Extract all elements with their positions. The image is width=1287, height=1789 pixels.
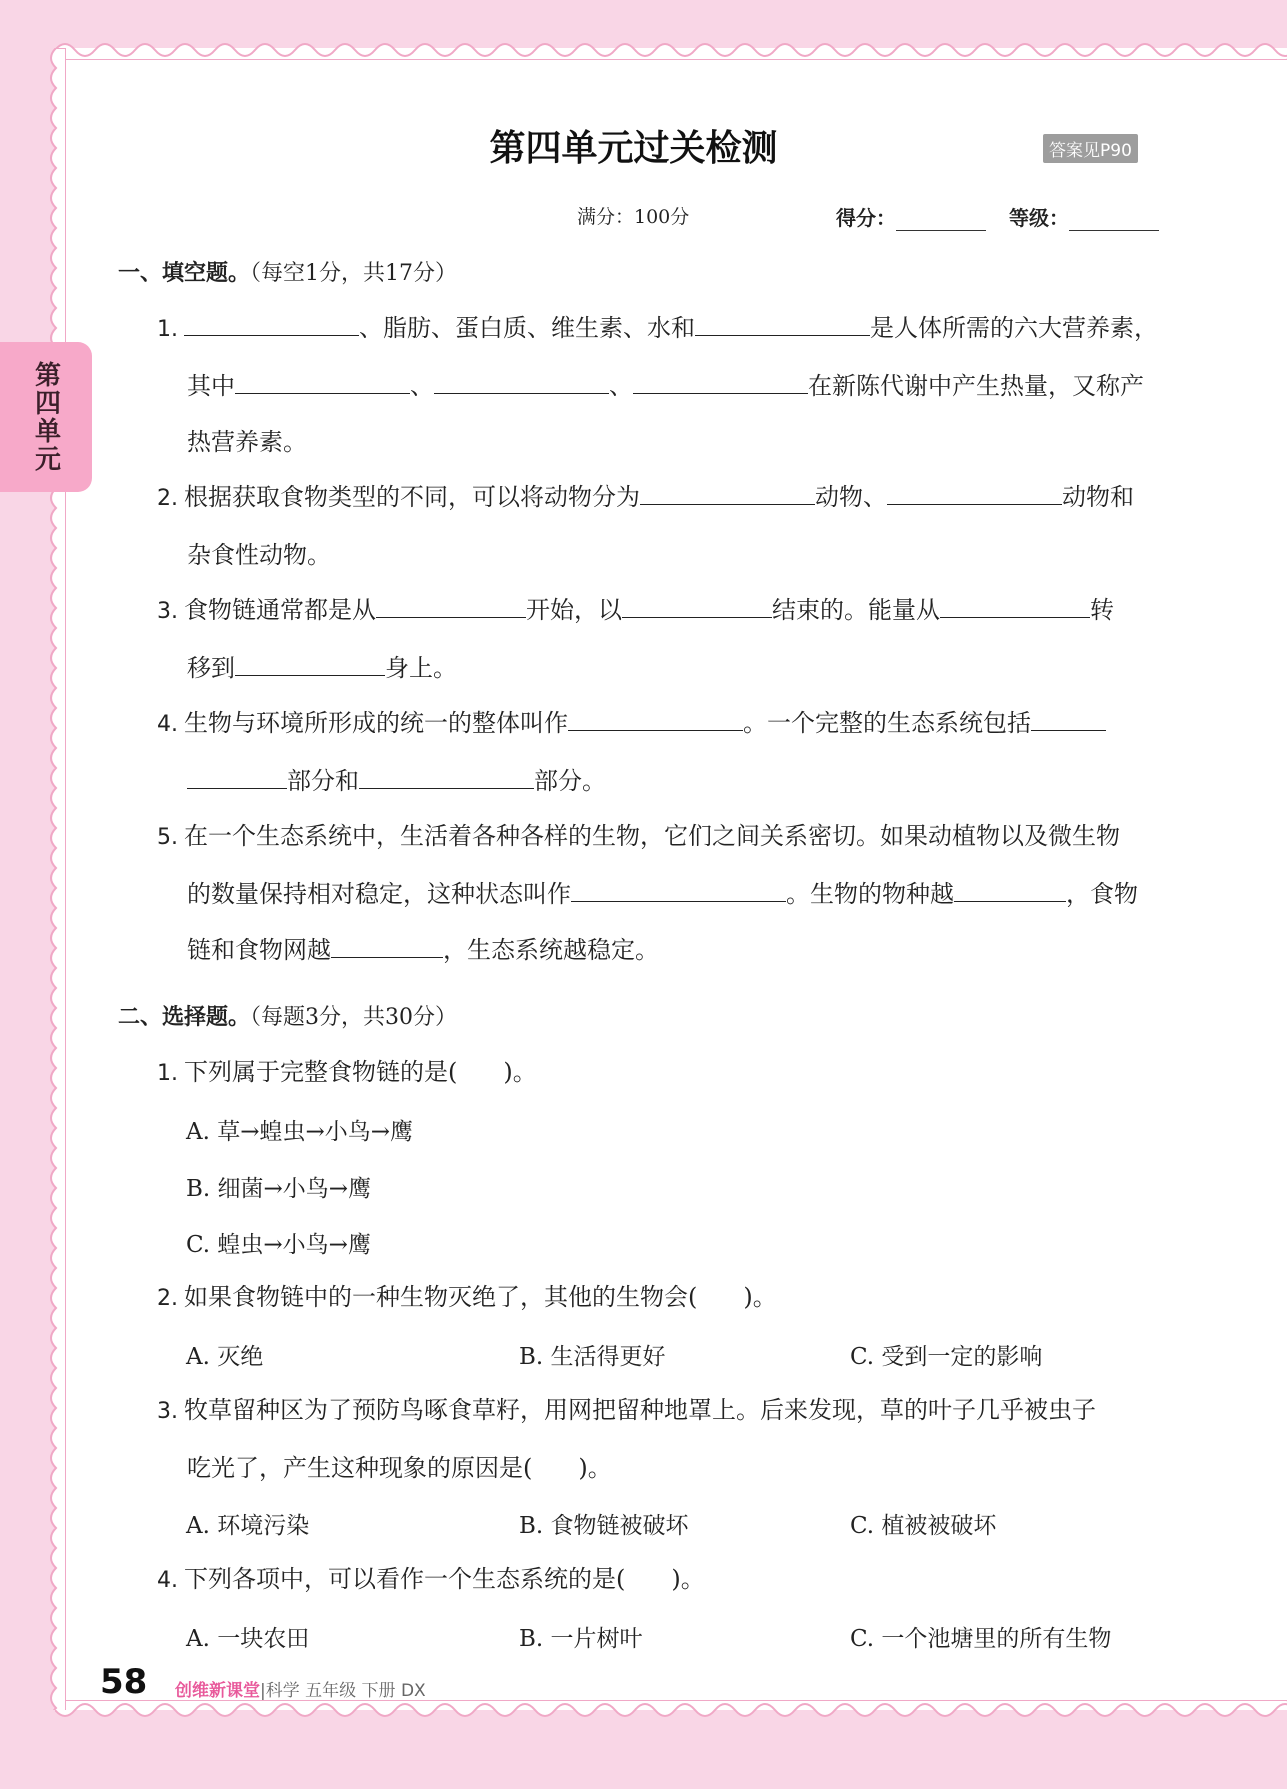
option-c[interactable]: C. 一个池塘里的所有生物 (850, 1626, 1112, 1652)
answer-blank[interactable] (571, 875, 786, 902)
option-a[interactable]: A. 草→蝗虫→小鸟→鹰 (186, 1119, 414, 1145)
grade-blank[interactable] (1069, 212, 1159, 231)
option-b[interactable]: B. 食物链被破坏 (519, 1513, 689, 1539)
question-text: 热营养素。 (187, 428, 307, 456)
question-text: 的数量保持相对稳定，这种状态叫作 (187, 880, 571, 908)
answer-blank[interactable] (376, 591, 526, 618)
question-number: 1. (157, 1061, 178, 1086)
answer-blank[interactable] (695, 309, 870, 336)
question-number: 5. (157, 825, 178, 850)
question-text: )。 (578, 1454, 612, 1482)
question-text: 生物与环境所形成的统一的整体叫作 (184, 709, 568, 737)
score-blank[interactable] (896, 212, 986, 231)
answer-blank[interactable] (359, 762, 534, 789)
fill-question-3 (157, 582, 1159, 696)
question-text: 部分和 (287, 767, 359, 795)
answer-blank[interactable] (954, 875, 1066, 902)
answer-blank[interactable] (640, 478, 815, 505)
section-note: （每空1分，共17分） (250, 261, 458, 286)
question-text: 部分。 (534, 767, 606, 795)
question-text: 链和食物网越 (187, 936, 331, 964)
question-text: )。 (503, 1058, 537, 1086)
footer-info (175, 1676, 426, 1701)
question-text: 动物、 (815, 483, 887, 511)
section-choice-heading (118, 1000, 457, 1031)
question-text: 吃光了，产生这种现象的原因是( (187, 1454, 533, 1482)
choice-question-2 (157, 1269, 1159, 1327)
answer-blank[interactable] (331, 931, 443, 958)
question-text: 在一个生态系统中，生活着各种各样的生物，它们之间关系密切。如果动植物以及微生物 (184, 822, 1120, 850)
question-text: 、 (410, 372, 434, 400)
answer-blank[interactable] (940, 591, 1090, 618)
fill-question-4 (157, 695, 1159, 809)
question-text: 牧草留种区为了预防鸟啄食草籽，用网把留种地罩上。后来发现，草的叶子几乎被虫子 (184, 1396, 1096, 1424)
question-text: 食物链通常都是从 (184, 596, 376, 624)
option-c[interactable]: C. 受到一定的影响 (850, 1344, 1043, 1370)
answer-blank[interactable] (235, 649, 385, 676)
option-b[interactable]: B. 细菌→小鸟→鹰 (186, 1176, 372, 1202)
question-text: 是人体所需的六大营养素， (870, 314, 1158, 342)
section-title: 二、选择题。 (118, 1005, 251, 1030)
question-text: 如果食物链中的一种生物灭绝了，其他的生物会( (184, 1283, 698, 1311)
fill-question-1 (157, 300, 1159, 470)
question-text: 下列各项中，可以看作一个生态系统的是( (184, 1565, 626, 1593)
answer-blank[interactable] (568, 704, 743, 731)
question-text: 转 (1090, 596, 1114, 624)
choice-question-3 (157, 1382, 1159, 1496)
question-text: 、 (609, 372, 633, 400)
question-text: 根据获取食物类型的不同，可以将动物分为 (184, 483, 640, 511)
question-text: ，生态系统越稳定。 (443, 936, 659, 964)
section-title: 一、填空题。 (118, 261, 251, 286)
option-b[interactable]: B. 生活得更好 (519, 1344, 666, 1370)
question-text: 开始，以 (526, 596, 622, 624)
top-wave-border (55, 36, 1287, 60)
score-label: 得分： (836, 206, 896, 230)
answer-blank[interactable] (633, 367, 808, 394)
question-text: ，食物 (1066, 880, 1138, 908)
fill-question-2 (157, 469, 1159, 583)
question-number: 1. (157, 317, 178, 342)
question-text: 下列属于完整食物链的是( (184, 1058, 458, 1086)
fill-question-5 (157, 808, 1159, 978)
option-b[interactable]: B. 一片树叶 (519, 1626, 643, 1652)
book-info: |科学 五年级 下册 DX (260, 1681, 426, 1701)
unit-side-tab (0, 342, 92, 492)
question-text: )。 (671, 1565, 705, 1593)
question-text: 。一个完整的生态系统包括 (743, 709, 1031, 737)
unit-side-tab-label: 第四单元 (30, 361, 61, 473)
left-wave-border (44, 48, 66, 1710)
section-fill-in-heading (118, 256, 457, 287)
question-number: 3. (157, 1399, 178, 1424)
question-number: 3. (157, 599, 178, 624)
answer-blank[interactable] (887, 478, 1062, 505)
answer-blank[interactable] (235, 367, 410, 394)
question-number: 2. (157, 486, 178, 511)
question-text: )。 (743, 1283, 777, 1311)
brand-name: 创维新课堂 (175, 1681, 260, 1701)
choice-question-4 (157, 1551, 1159, 1609)
answer-reference-badge: 答案见P90 (1043, 134, 1138, 163)
grade-label: 等级： (1009, 206, 1069, 230)
question-text: 其中 (187, 372, 235, 400)
option-c[interactable]: C. 植被被破坏 (850, 1513, 997, 1539)
question-text: 、脂肪、蛋白质、维生素、水和 (359, 314, 695, 342)
question-text: 杂食性动物。 (187, 541, 331, 569)
question-text: 。生物的物种越 (786, 880, 954, 908)
answer-blank[interactable] (622, 591, 772, 618)
question-text: 动物和 (1062, 483, 1134, 511)
question-number: 2. (157, 1286, 178, 1311)
question-text: 结束的。能量从 (772, 596, 940, 624)
question-text: 身上。 (385, 654, 457, 682)
score-field (836, 202, 986, 231)
choice-question-1 (157, 1044, 1159, 1102)
section-note: （每题3分，共30分） (250, 1005, 458, 1030)
question-text: 移到 (187, 654, 235, 682)
page-title: 第四单元过关检测 (489, 128, 778, 169)
question-text: 在新陈代谢中产生热量，又称产 (808, 372, 1144, 400)
option-a[interactable]: A. 一块农田 (186, 1626, 310, 1652)
bottom-wave-border (55, 1700, 1287, 1724)
answer-blank[interactable] (1031, 704, 1106, 731)
option-a[interactable]: A. 环境污染 (186, 1513, 310, 1539)
answer-blank[interactable] (434, 367, 609, 394)
grade-field (1009, 202, 1159, 231)
option-a[interactable]: A. 灭绝 (186, 1344, 264, 1370)
question-number: 4. (157, 712, 178, 737)
page-number: 58 (100, 1662, 148, 1702)
answer-blank[interactable] (187, 762, 287, 789)
full-score-label: 满分：100分 (577, 206, 690, 228)
option-c[interactable]: C. 蝗虫→小鸟→鹰 (186, 1232, 371, 1258)
answer-blank[interactable] (184, 309, 359, 336)
question-number: 4. (157, 1568, 178, 1593)
